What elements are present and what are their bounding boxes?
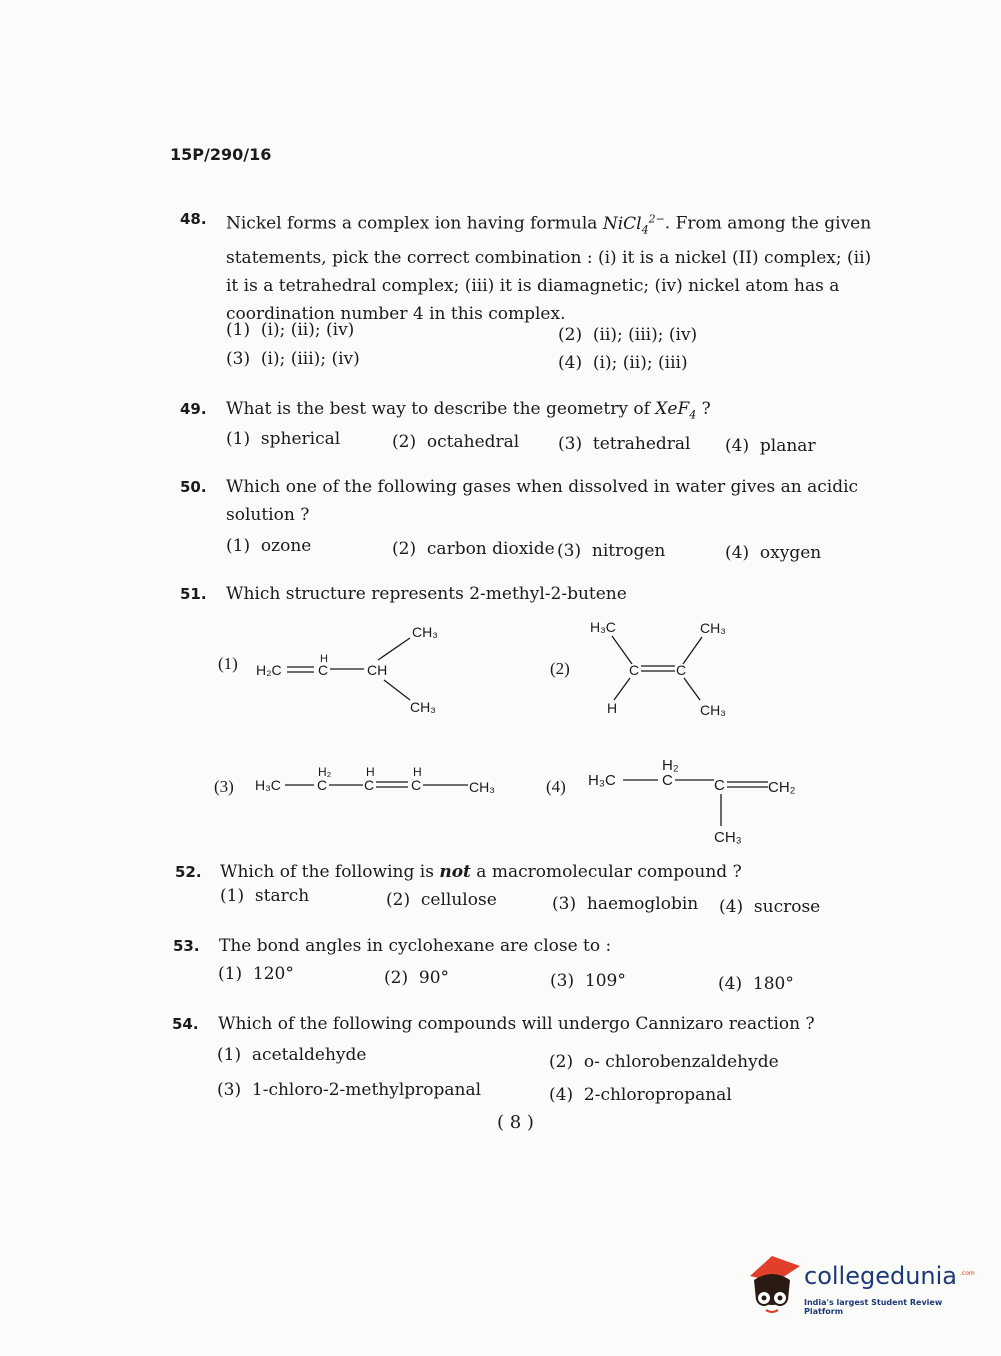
atom-label: C	[411, 777, 422, 793]
option[interactable]: (2) cellulose	[386, 890, 497, 910]
question-text: Nickel forms a complex ion having formula NiCl$_4^{2-}$. From among the given statements, pick the correct combination : (i) it is a nickel (II) complex; (ii) it is a tetrahedral complex; (iii) it is diamagnetic; (iv) nickel atom has a coordination number 4 in this complex.	[226, 212, 872, 325]
option[interactable]: (2) carbon dioxide	[392, 539, 555, 559]
collegedunia-logo[interactable]	[742, 1248, 975, 1323]
atom-label: C	[676, 662, 687, 678]
question-number: 49.	[180, 400, 207, 418]
option[interactable]: (1) acetaldehyde	[217, 1045, 367, 1065]
option[interactable]: (4) planar	[725, 436, 816, 456]
option[interactable]: (3) 109°	[550, 971, 626, 991]
atom-label: CH₃	[410, 699, 436, 715]
bond	[612, 636, 632, 664]
logo-name: collegedunia	[804, 1262, 958, 1290]
option[interactable]: (3) tetrahedral	[558, 434, 691, 454]
question-text: What is the best way to describe the geometry of XeF$_4$ ?	[226, 399, 711, 422]
atom-label: C	[318, 662, 329, 678]
atom-label: CH₃	[412, 624, 438, 640]
structure-option-2-num: (2)	[550, 659, 570, 678]
atom-label: CH	[367, 662, 388, 678]
option[interactable]: (1) starch	[220, 886, 310, 906]
option[interactable]: (2) 90°	[384, 968, 450, 988]
atom-label: H₂	[318, 765, 332, 779]
option[interactable]: (2) o- chlorobenzaldehyde	[549, 1052, 779, 1072]
option[interactable]: (3) (i); (iii); (iv)	[226, 349, 360, 369]
atom-label: CH₃	[700, 702, 726, 718]
option[interactable]: (1) ozone	[226, 536, 312, 556]
option[interactable]: (2) octahedral	[392, 432, 520, 452]
atom-label: H	[413, 765, 422, 779]
bond	[384, 680, 410, 700]
logo-tagline: India's largest Student Review Platform	[804, 1298, 943, 1316]
option[interactable]: (1) (i); (ii); (iv)	[226, 320, 355, 340]
atom-label: CH₃	[700, 620, 726, 636]
page-code: 15P/290/16	[170, 145, 272, 164]
structure-option-3-num: (3)	[214, 777, 234, 796]
atom-label: H	[607, 700, 618, 716]
option[interactable]: (3) haemoglobin	[552, 894, 699, 914]
question-number: 52.	[175, 863, 202, 881]
atom-label: H₂C	[256, 662, 282, 678]
option[interactable]: (4) sucrose	[719, 897, 821, 917]
atom-label: CH₃	[469, 779, 495, 795]
atom-label: C	[629, 662, 640, 678]
question-text: Which of the following compounds will undergo Cannizaro reaction ?	[218, 1014, 815, 1034]
option[interactable]: (1) spherical	[226, 429, 341, 449]
question-number: 51.	[180, 585, 207, 603]
atom-label: CH₃	[714, 829, 742, 846]
structure-option-1-num: (1)	[218, 654, 238, 673]
structure-option-4-num: (4)	[546, 777, 566, 796]
logo-suffix: .com	[960, 1270, 975, 1277]
question-53	[173, 932, 885, 960]
atom-label: H₃C	[588, 772, 616, 789]
atom-label: H₂	[662, 757, 679, 774]
atom-label: C	[364, 777, 375, 793]
question-54	[172, 1010, 885, 1038]
atom-label: H	[366, 765, 375, 779]
atom-label: H₃C	[590, 619, 616, 635]
question-text: Which of the following is not a macromolecular compound ?	[220, 862, 742, 882]
option[interactable]: (3) 1-chloro-2-methylpropanal	[217, 1080, 482, 1100]
question-number: 53.	[173, 937, 200, 955]
option[interactable]: (2) (ii); (iii); (iv)	[558, 325, 698, 345]
option[interactable]: (3) nitrogen	[557, 541, 666, 561]
atom-label: C	[317, 777, 328, 793]
option[interactable]: (4) 2-chloropropanal	[549, 1085, 732, 1105]
page-number: ( 8 )	[497, 1112, 534, 1133]
atom-label: H₃C	[255, 777, 281, 793]
atom-label: H	[320, 653, 328, 665]
question-text: Which one of the following gases when dissolved in water gives an acidic solution ?	[226, 477, 859, 525]
question-number: 54.	[172, 1015, 199, 1033]
bond	[683, 637, 702, 664]
bond	[614, 678, 630, 700]
mascot-icon	[742, 1248, 802, 1318]
atom-label: CH₂	[768, 779, 796, 796]
bond	[378, 638, 410, 660]
question-text: Which structure represents 2-methyl-2-butene	[226, 584, 627, 604]
question-52	[175, 858, 885, 886]
atom-label: C	[662, 772, 673, 789]
option[interactable]: (4) oxygen	[725, 543, 822, 563]
option[interactable]: (1) 120°	[218, 964, 294, 984]
question-number: 50.	[180, 478, 207, 496]
option[interactable]: (4) (i); (ii); (iii)	[558, 353, 688, 373]
bond	[684, 678, 700, 700]
atom-label: C	[714, 777, 725, 794]
option[interactable]: (4) 180°	[718, 974, 794, 994]
question-number: 48.	[180, 210, 207, 228]
question-text: The bond angles in cyclohexane are close to :	[219, 936, 612, 956]
